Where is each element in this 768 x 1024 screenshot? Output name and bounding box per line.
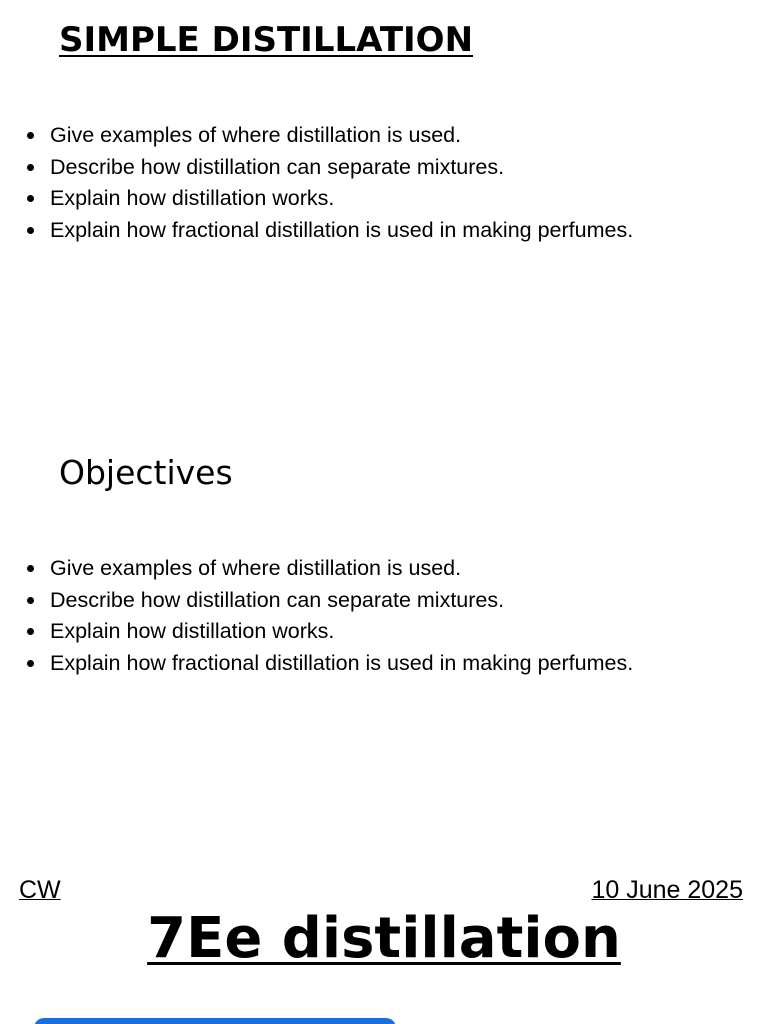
list-item bbox=[22, 553, 633, 585]
list-item-text: Explain how fractional distillation is used in making perfumes. bbox=[50, 218, 634, 243]
list-item bbox=[22, 648, 633, 680]
list-item-text: Describe how distillation can separate mixtures. bbox=[50, 587, 505, 612]
bullet-icon bbox=[27, 660, 34, 667]
list-item bbox=[22, 120, 633, 152]
list-item-text: Explain how fractional distillation is used in making perfumes. bbox=[50, 651, 634, 676]
page-title: SIMPLE DISTILLATION bbox=[59, 20, 474, 60]
lesson-title: 7Ee distillation bbox=[147, 906, 621, 971]
bullet-icon bbox=[27, 628, 34, 635]
list-item bbox=[22, 152, 633, 184]
list-item-text: Give examples of where distillation is used. bbox=[50, 556, 462, 580]
list-item-text: Explain how distillation works. bbox=[50, 186, 335, 211]
lesson-date: 10 June 2025 bbox=[591, 876, 743, 904]
accent-bar bbox=[34, 1018, 396, 1024]
objectives-list bbox=[22, 553, 633, 680]
list-item bbox=[22, 215, 633, 247]
list-item bbox=[22, 183, 633, 215]
bullet-icon bbox=[27, 227, 34, 234]
objectives-list-top bbox=[22, 120, 633, 247]
bullet-icon bbox=[27, 565, 34, 572]
list-item bbox=[22, 585, 633, 617]
bullet-icon bbox=[27, 195, 34, 202]
bullet-icon bbox=[27, 164, 34, 171]
bullet-icon bbox=[27, 132, 34, 139]
bullet-icon bbox=[27, 597, 34, 604]
classwork-label: CW bbox=[19, 876, 61, 904]
list-item-text: Give examples of where distillation is used. bbox=[50, 123, 462, 147]
objectives-heading: Objectives bbox=[59, 453, 233, 492]
list-item bbox=[22, 616, 633, 648]
list-item-text: Describe how distillation can separate mixtures. bbox=[50, 154, 505, 179]
list-item-text: Explain how distillation works. bbox=[50, 619, 335, 644]
